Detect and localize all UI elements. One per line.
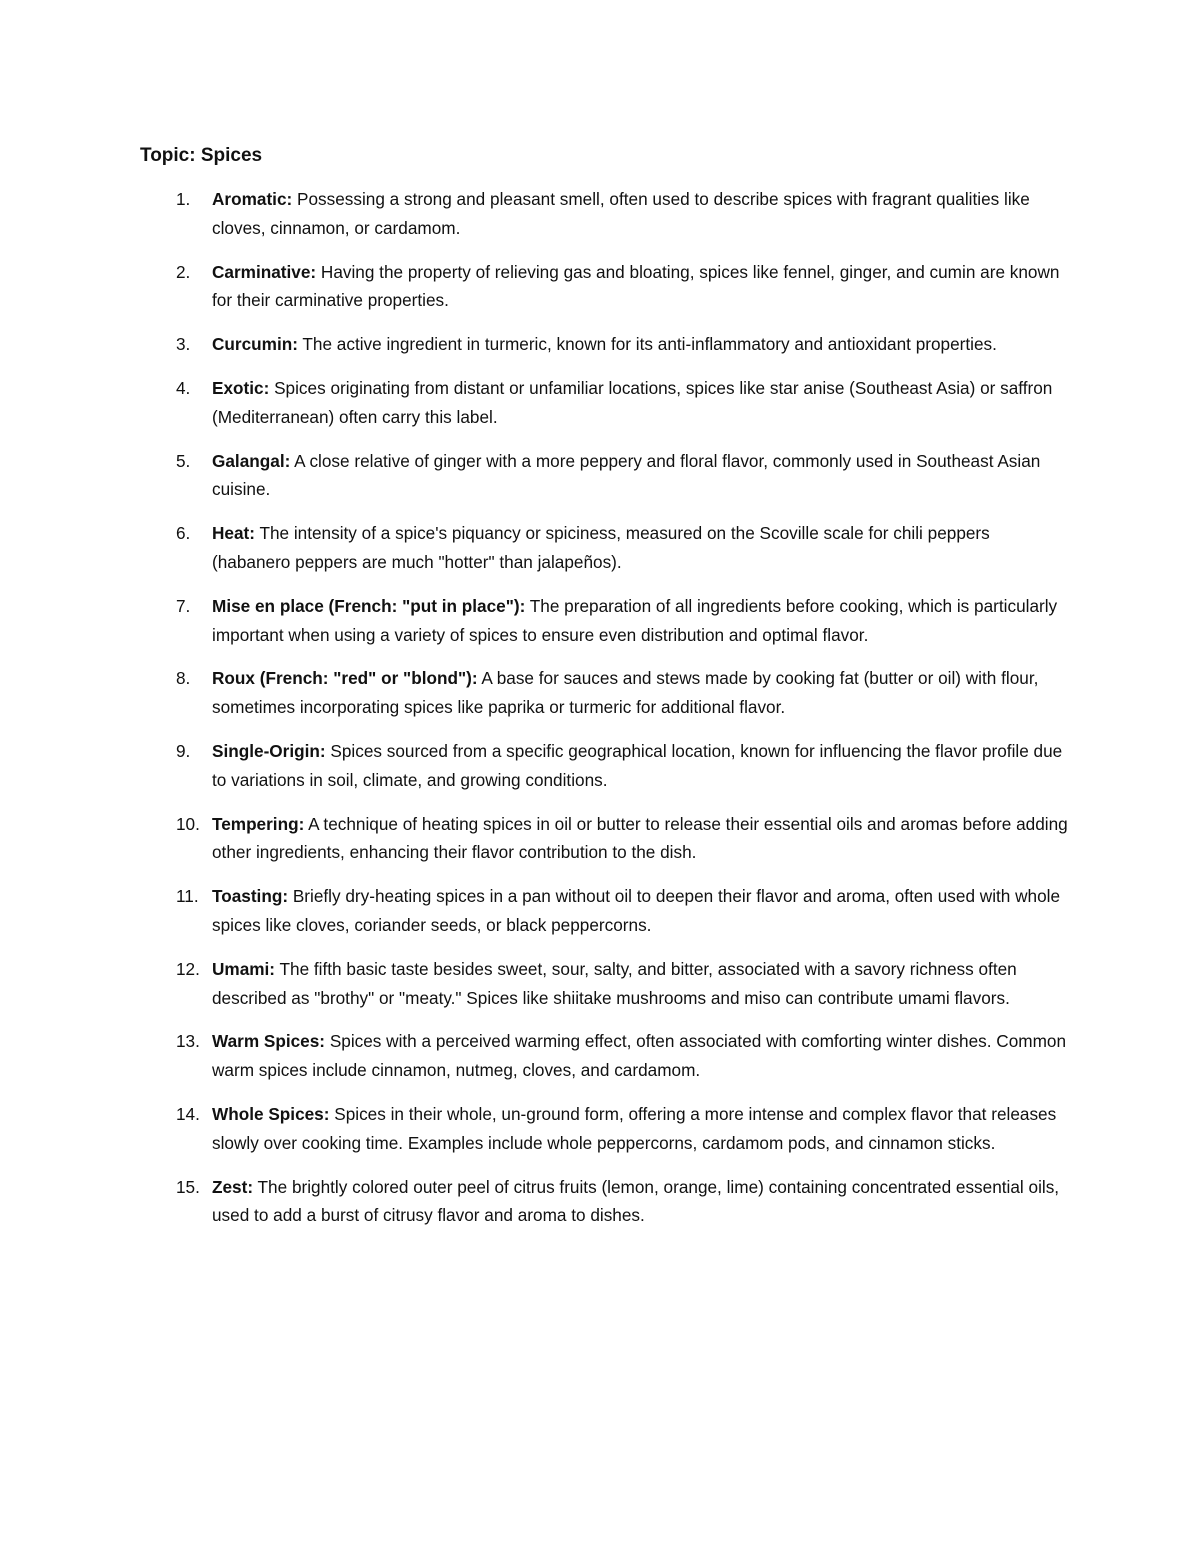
item-term: Toasting: — [212, 886, 289, 907]
item-term: Mise en place (French: "put in place"): — [212, 595, 526, 616]
item-definition: The fifth basic taste besides sweet, sour, salty, and bitter, associated with a savory richness often described as "brothy" or "meaty." Spices like shiitake mushrooms and miso can contribute umami flavors. — [212, 958, 1017, 1008]
item-number: 11. — [176, 886, 199, 907]
item-definition: The brightly colored outer peel of citrus fruits (lemon, orange, lime) containing concentrated essential oils, used to add a burst of citrusy flavor and aroma to dishes. — [212, 1176, 1060, 1226]
list-item — [140, 737, 1070, 795]
list-item — [140, 185, 1070, 243]
list-item — [140, 258, 1070, 316]
item-number: 8. — [176, 668, 191, 689]
list-item — [140, 330, 1070, 359]
item-term: Exotic: — [212, 377, 270, 398]
list-item — [140, 374, 1070, 432]
list-item — [140, 447, 1070, 505]
item-number: 7. — [176, 595, 191, 616]
item-number: 9. — [176, 740, 191, 761]
page-title: Topic: Spices — [140, 145, 263, 166]
item-definition: Spices in their whole, un-ground form, offering a more intense and complex flavor that releases slowly over cooking time. Examples include whole peppercorns, cardamom pods, and cinnamon sticks. — [212, 1103, 1057, 1153]
item-term: Heat: — [212, 523, 255, 544]
item-definition: The active ingredient in turmeric, known for its anti-inflammatory and antioxidant properties. — [302, 334, 997, 355]
item-definition: A close relative of ginger with a more peppery and floral flavor, commonly used in Southeast Asian cuisine. — [212, 450, 1041, 500]
spice-glossary-list — [140, 185, 1070, 1245]
item-definition: Briefly dry-heating spices in a pan without oil to deepen their flavor and aroma, often used with whole spices like cloves, coriander seeds, or black peppercorns. — [212, 886, 1061, 935]
list-item — [140, 592, 1070, 650]
item-term: Roux (French: "red" or "blond"): — [212, 668, 478, 689]
item-definition: Spices sourced from a specific geographical location, known for influencing the flavor profile due to variations in soil, climate, and growing conditions. — [212, 740, 1063, 790]
item-definition: A base for sauces and stews made by cooking fat (butter or oil) with flour, sometimes incorporating spices like paprika or turmeric for additional flavor. — [212, 668, 1039, 718]
item-number: 1. — [176, 189, 191, 209]
item-definition: Spices originating from distant or unfamiliar locations, spices like star anise (Southeast Asia) or saffron (Mediterranean) often carry this label. — [212, 377, 1053, 427]
list-item — [140, 1027, 1070, 1085]
item-number: 3. — [176, 334, 191, 355]
list-item — [140, 810, 1070, 868]
item-term: Aromatic: — [212, 189, 293, 209]
item-number: 5. — [176, 450, 191, 471]
item-number: 13. — [176, 1031, 200, 1052]
item-term: Galangal: — [212, 450, 291, 471]
item-number: 6. — [176, 523, 191, 544]
item-definition: The preparation of all ingredients before cooking, which is particularly important when using a variety of spices to ensure even distribution and optimal flavor. — [212, 595, 1058, 645]
item-term: Warm Spices: — [212, 1031, 326, 1052]
item-term: Zest: — [212, 1176, 254, 1197]
item-definition: Having the property of relieving gas and bloating, spices like fennel, ginger, and cumin are known for their carminative properties. — [212, 261, 1060, 311]
item-term: Tempering: — [212, 813, 305, 834]
item-number: 12. — [176, 958, 200, 979]
item-term: Whole Spices: — [212, 1103, 330, 1124]
item-number: 4. — [176, 377, 191, 398]
item-definition: Possessing a strong and pleasant smell, often used to describe spices with fragrant qualities like cloves, cinnamon, or cardamom. — [212, 189, 1030, 238]
list-item — [140, 955, 1070, 1013]
item-term: Carminative: — [212, 261, 317, 282]
item-number: 10. — [176, 813, 200, 834]
item-term: Curcumin: — [212, 334, 298, 355]
list-item — [140, 1173, 1070, 1231]
item-number: 15. — [176, 1176, 200, 1197]
item-term: Single-Origin: — [212, 740, 326, 761]
item-definition: Spices with a perceived warming effect, often associated with comforting winter dishes. Common warm spices include cinnamon, nutmeg, cloves, and cardamom. — [212, 1031, 1067, 1081]
item-term: Umami: — [212, 958, 276, 979]
item-number: 14. — [176, 1103, 200, 1124]
item-definition: A technique of heating spices in oil or butter to release their essential oils and aromas before adding other ingredients, enhancing their flavor contribution to the dish. — [212, 813, 1068, 863]
list-item — [140, 519, 1070, 577]
item-number: 2. — [176, 261, 191, 282]
list-item — [140, 882, 1070, 940]
list-item — [140, 664, 1070, 722]
list-item — [140, 1100, 1070, 1158]
item-definition: The intensity of a spice's piquancy or spiciness, measured on the Scoville scale for chili peppers (habanero peppers are much "hotter" than jalapeños). — [212, 523, 990, 572]
